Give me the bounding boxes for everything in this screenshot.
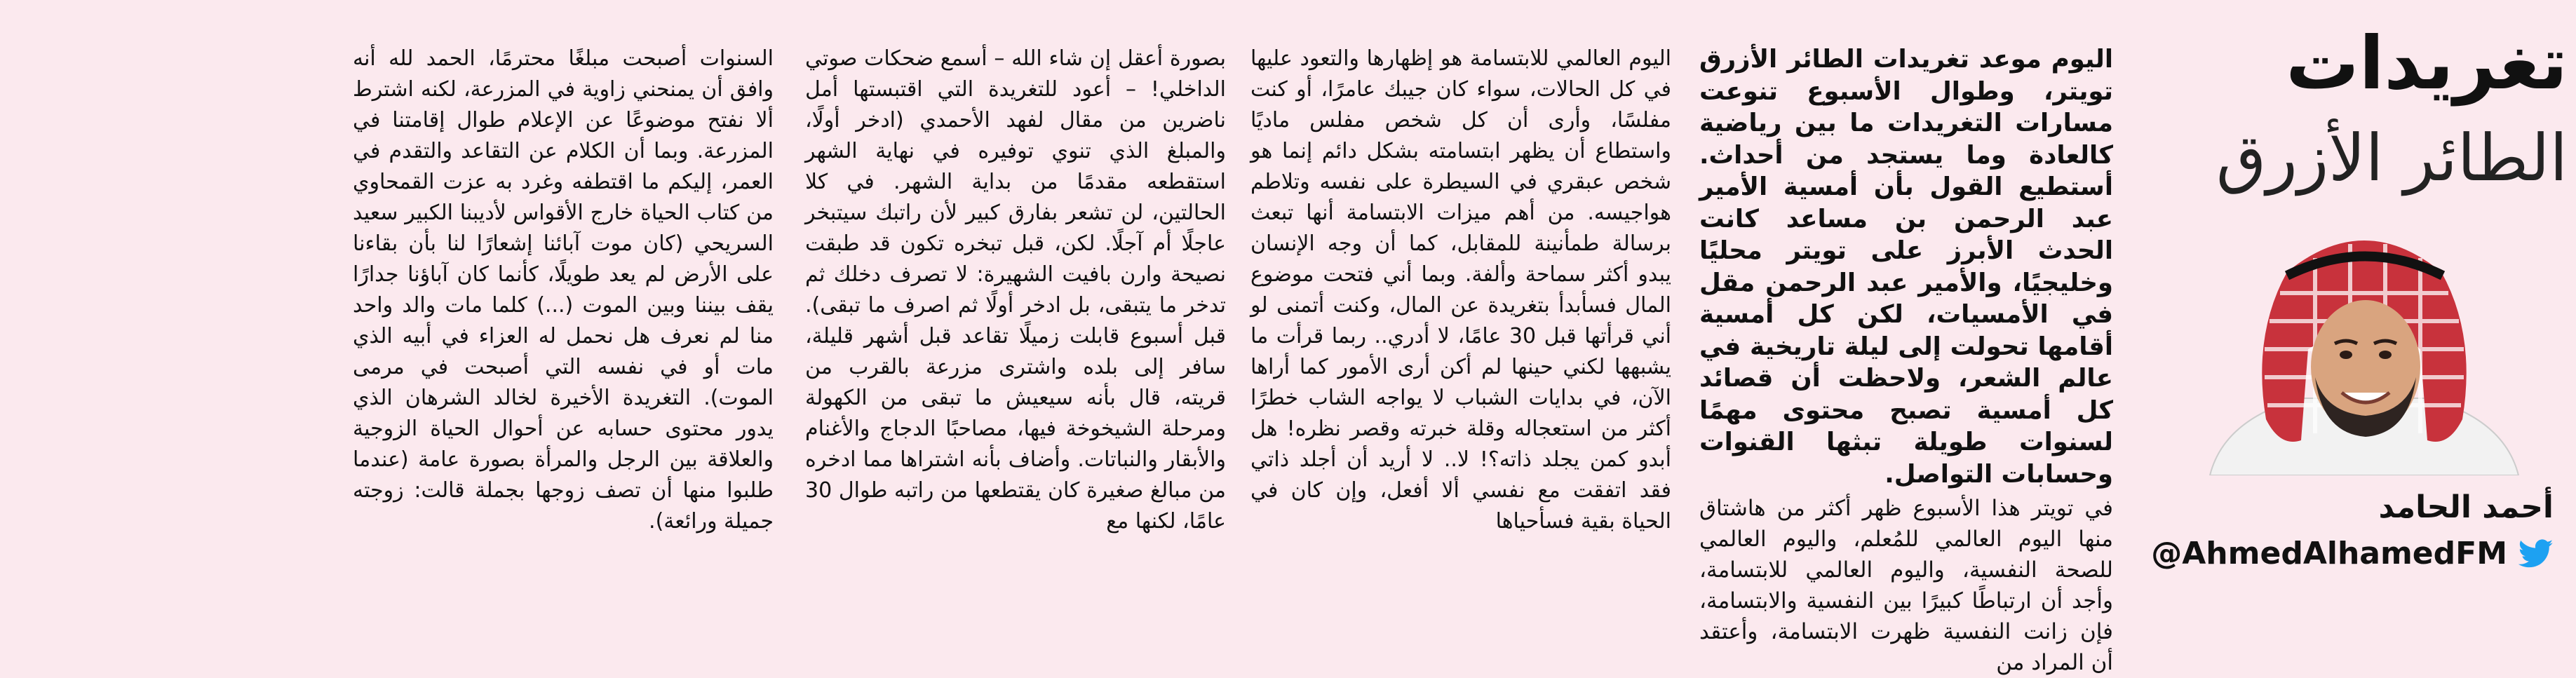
twitter-bird-icon bbox=[2518, 539, 2554, 569]
author-name: أحمد الحامد bbox=[2378, 489, 2554, 525]
article-column-4 bbox=[353, 43, 774, 537]
author-portrait bbox=[2182, 209, 2547, 475]
lead-continuation: في تويتر هذا الأسبوع ظهر أكثر من هاشتاق منها اليوم العالمي للمُعلم، واليوم العالمي للصحة النفسية، واليوم العالمي للابتسامة، وأجد أن ارتباطًا كبيرًا بين النفسية والابتسامة، فإن زانت النفسية ظهرت الابتسامة، وأعتقد أن المراد من bbox=[1699, 496, 2113, 675]
author-handle[interactable]: @AhmedAlhamedFM bbox=[2151, 536, 2507, 571]
column-2-text: اليوم العالمي للابتسامة هو إظهارها والتعود عليها في كل الحالات، سواء كان جيبك عامرًا، أو كنت مفلسًا، وأرى أن كل شخص مفلس ماديًا واستطاع أن يظهر ابتسامته بشكل دائم إنما هو شخص عبقري في السيطرة على نفسه وتلاطم هواجيسه. من أهم ميزات الابتسامة أنها تبعث برسالة طمأنينة للمقابل، كما أن وجه الإنسان يبدو أكثر سماحة وألفة. وبما أني فتحت موضوع المال فسأبدأ بتغريدة عن المال، وكنت أتمنى لو أني قرأتها قبل 30 عامًا، لا أدري.. ربما قرأت ما يشبهها لكني حينها لم أكن أرى الأمور كما أراها الآن، في بدايات الشباب لا يواجه الشاب خطرًا أكثر من استعجاله وقلة خبرته وقصر نظره! هل أبدو كمن يجلد ذاته؟! لا.. لا أريد أن أجلد ذاتي فقد اتفقت مع نفسي ألا أفعل، وإن كان في الحياة بقية فسأحياها bbox=[1250, 46, 1671, 534]
column-title: تغريدات bbox=[2286, 20, 2568, 106]
author-handle-row[interactable] bbox=[2151, 536, 2554, 571]
article-lead-column bbox=[1699, 43, 2113, 678]
article-column-2 bbox=[1250, 43, 1671, 537]
column-subtitle: الطائر الأزرق bbox=[2216, 121, 2568, 196]
column-4-text: السنوات أصبحت مبلغًا محترمًا، الحمد لله أنه وافق أن يمنحني زاوية في المزرعة، لكنه اشترط ألا نفتح موضوعًا عن الإعلام طوال إقامتنا في المزرعة. وبما أن الكلام عن التقاعد والتقدم في العمر، إليكم ما اقتطفه وغرد به عزت القمحاوي من كتاب الحياة خارج الأقواس لأديبنا الكبير سعيد السريحي (كان موت آبائنا إشعارًا لنا بأن بقاءنا على الأرض لم يعد طويلًا، كأنما كان آباؤنا جدارًا يقف بيننا وبين الموت (...) كلما مات والد واحد منا لم نعرف هل نحمل له العزاء في أبيه الذي مات أو في نفسه التي أصبحت في مرمى الموت). التغريدة الأخيرة لخالد الشرهان الذي يدور محتوى حسابه عن أحوال الحياة الزوجية والعلاقة بين الرجل والمرأة بصورة عامة (عندما طلبوا منها أن تصف زوجها بجملة قالت: زوجته جميلة ورائعة). bbox=[353, 46, 774, 534]
article-column-3 bbox=[805, 43, 1226, 537]
column-3-text: بصورة أعقل إن شاء الله – أسمع ضحكات صوتي الداخلي! – أعود للتغريدة التي اقتبستها أمل ناضرين من مقال لفهد الأحمدي (ادخر أولًا، والمبلغ الذي تنوي توفيره في نهاية الشهر استقطعه مقدمًا من بداية الشهر. في كلا الحالتين، لن تشعر بفارق كبير لأن راتبك سيتبخر عاجلًا أم آجلًا. لكن، قبل تبخره تكون قد طبقت نصيحة وارن بافيت الشهيرة: لا تصرف دخلك ثم تدخر ما يتبقى، بل ادخر أولًا ثم اصرف ما تبقى). قبل أسبوع قابلت زميلًا تقاعد قبل أشهر قليلة، سافر إلى بلده واشترى مزرعة بالقرب من قريته، قال بأنه سيعيش ما تبقى من الكهولة ومرحلة الشيخوخة فيها، مصاحبًا الدجاج والأغنام والأبقار والنباتات. وأضاف بأنه اشتراها مما ادخره من مبالغ صغيرة كان يقتطعها من راتبه طوال 30 عامًا، لكنها مع bbox=[805, 46, 1226, 534]
lead-paragraph: اليوم موعد تغريدات الطائر الأزرق تويتر، وطوال الأسبوع تنوعت مسارات التغريدات ما بين رياضية كالعادة وما يستجد من أحداث. أستطيع القول بأن أمسية الأمير عبد الرحمن بن مساعد كانت الحدث الأبرز على تويتر محليًا وخليجيًا، والأمير عبد الرحمن مقل في الأمسيات، لكن كل أمسية أقامها تحولت إلى ليلة تاريخية في عالم الشعر، ولاحظت أن قصائد كل أمسية تصبح محتوى مهمًا لسنوات طويلة تبثها القنوات وحسابات التواصل. bbox=[1699, 45, 2113, 489]
column-header-sidebar bbox=[2151, 20, 2568, 596]
